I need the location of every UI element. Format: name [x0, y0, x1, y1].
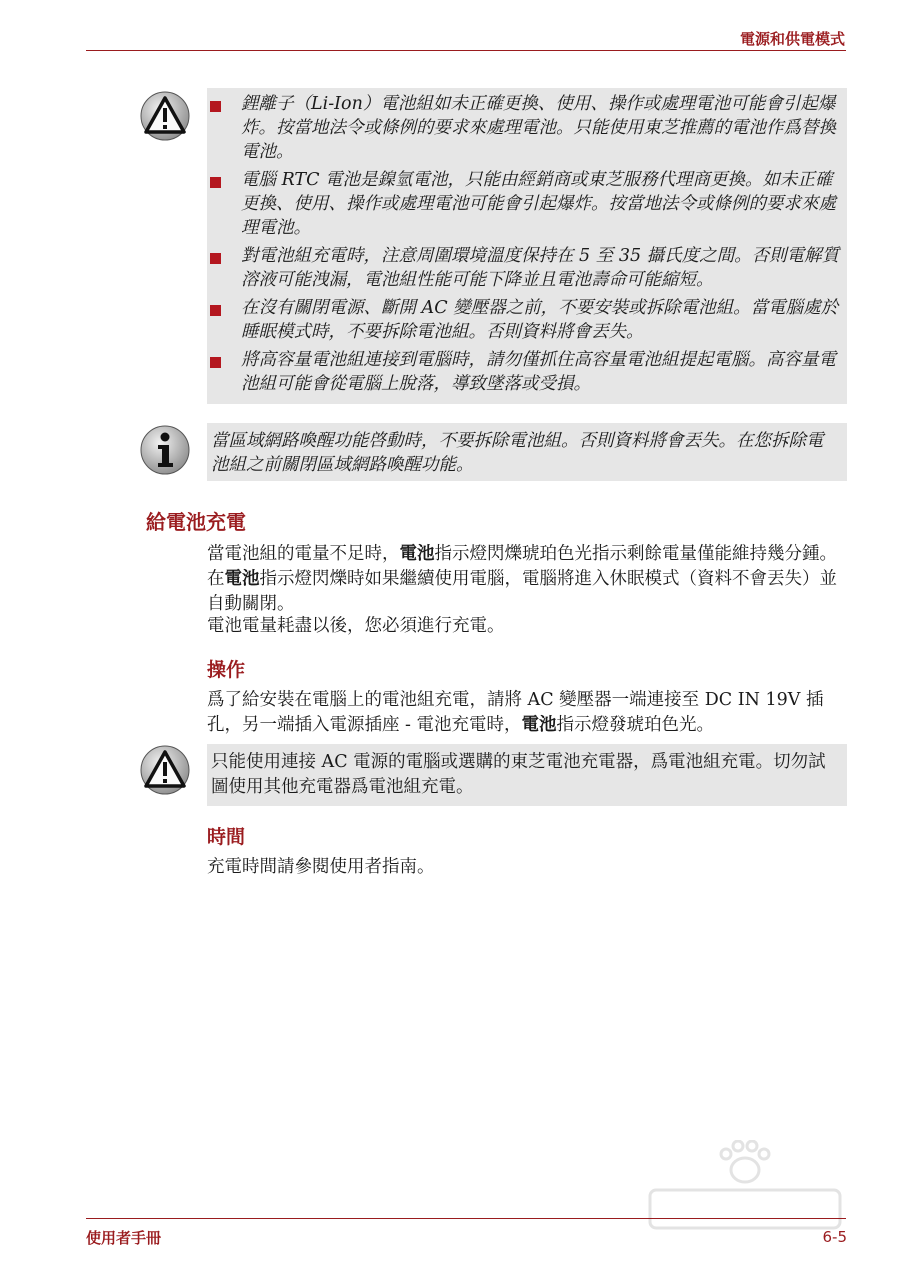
note-text: 當區域網路喚醒功能啓動時，不要拆除電池組。否則資料將會丟失。在您拆除電池組之前關閉區域網路喚醒功能。 [211, 431, 824, 475]
bullet-square-icon [210, 253, 221, 264]
bullet-square-icon [210, 305, 221, 316]
paragraph: 電池電量耗盡以後，您必須進行充電。 [207, 616, 505, 636]
paragraph: 爲了給安裝在電腦上的電池組充電，請將 AC 變壓器一端連接至 DC IN 19V 插孔，另一端插入電源插座 - 電池充電時，電池指示燈發琥珀色光。 [207, 690, 824, 735]
baidu-watermark-icon [640, 1140, 850, 1250]
warning-text: 只能使用連接 AC 電源的電腦或選購的東芝電池充電器，爲電池組充電。切勿試圖使用其他充電器爲電池組充電。 [211, 752, 826, 797]
footer-manual-title: 使用者手冊 [86, 1229, 162, 1247]
header-rule [86, 50, 846, 51]
footer-rule [86, 1218, 846, 1219]
list-item: 鋰離子（Li-Ion）電池組如未正確更換、使用、操作或處理電池可能會引起爆炸。按當地法令或條例的要求來處理電池。只能使用東芝推薦的電池作爲替換電池。 [207, 92, 847, 164]
battery-indicator-term: 電池 [224, 569, 260, 589]
paragraph: 當電池組的電量不足時，電池指示燈閃爍琥珀色光指示剩餘電量僅能維持幾分鍾。在電池指示燈閃爍時如果繼續使用電腦，電腦將進入休眠模式（資料不會丟失）並自動關閉。 [207, 544, 837, 614]
info-icon [139, 424, 191, 476]
warning-triangle-icon [139, 744, 191, 796]
subsection-heading: 時間 [207, 826, 246, 848]
bullet-square-icon [210, 357, 221, 368]
list-item: 將高容量電池組連接到電腦時，請勿僅抓住高容量電池組提起電腦。高容量電池組可能會從電腦上脫落，導致墜落或受損。 [207, 348, 847, 396]
bullet-square-icon [210, 101, 221, 112]
section-heading: 給電池充電 [146, 510, 246, 534]
list-item: 電腦 RTC 電池是鎳氫電池，只能由經銷商或東芝服務代理商更換。如未正確更換、使用、操作或處理電池可能會引起爆炸。按當地法令或條例的要求來處理電池。 [207, 168, 847, 240]
bullet-square-icon [210, 177, 221, 188]
list-item: 對電池組充電時，注意周圍環境溫度保持在 5 至 35 攝氏度之間。否則電解質溶液可能洩漏，電池組性能可能下降並且電池壽命可能縮短。 [207, 244, 847, 292]
subsection-heading: 操作 [207, 659, 246, 681]
warning-box [207, 88, 847, 404]
warning-box [207, 744, 847, 806]
page-number: 6-5 [822, 1228, 847, 1246]
battery-indicator-term: 電池 [521, 715, 557, 735]
page-header-title: 電源和供電模式 [739, 30, 845, 48]
paragraph: 充電時間請參閱使用者指南。 [207, 857, 435, 877]
battery-indicator-term: 電池 [399, 544, 435, 564]
warning-triangle-icon [139, 90, 191, 142]
list-item: 在沒有關閉電源、斷開 AC 變壓器之前，不要安裝或拆除電池組。當電腦處於睡眠模式時，不要拆除電池組。否則資料將會丟失。 [207, 296, 847, 344]
note-box [207, 423, 847, 481]
